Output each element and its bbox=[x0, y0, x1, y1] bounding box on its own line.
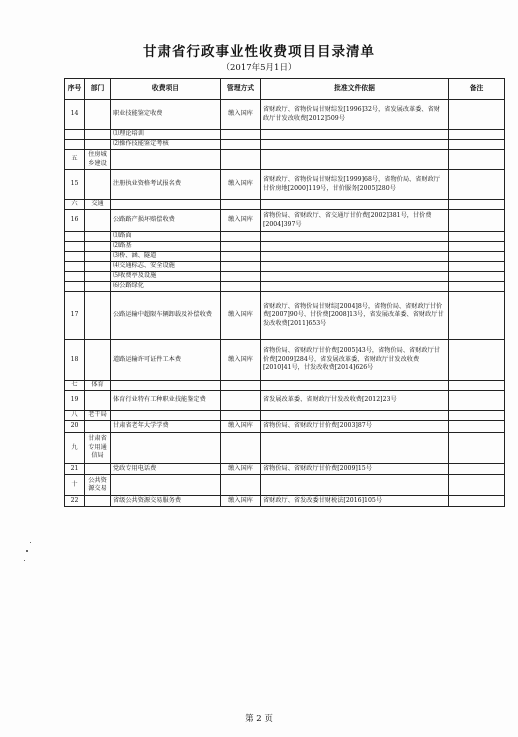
cell-no: 十 bbox=[65, 475, 85, 496]
cell-basis bbox=[261, 262, 449, 272]
cell-dept: 甘肃省专用通信局 bbox=[85, 433, 111, 464]
table-row bbox=[65, 391, 505, 411]
cell-mgmt bbox=[221, 140, 261, 150]
cell-mgmt bbox=[221, 282, 261, 292]
cell-no: 19 bbox=[65, 391, 85, 411]
cell-no: 18 bbox=[65, 340, 85, 381]
table-row bbox=[65, 340, 505, 381]
cell-item: 甘肃省老年大学学费 bbox=[111, 421, 221, 433]
cell-mgmt bbox=[221, 411, 261, 421]
cell-mgmt bbox=[221, 475, 261, 496]
page-number: 第 2 页 bbox=[245, 714, 273, 724]
cell-item: ⑷交通标志、安全设施 bbox=[111, 262, 221, 272]
cell-dept bbox=[85, 252, 111, 262]
cell-mgmt bbox=[221, 232, 261, 242]
table-row bbox=[65, 252, 505, 262]
cell-no bbox=[65, 232, 85, 242]
header-item: 收费项目 bbox=[111, 79, 221, 100]
table-header-row bbox=[65, 79, 505, 100]
cell-dept bbox=[85, 170, 111, 200]
cell-note bbox=[449, 200, 505, 210]
cell-no bbox=[65, 282, 85, 292]
cell-item bbox=[111, 200, 221, 210]
cell-dept bbox=[85, 232, 111, 242]
cell-mgmt bbox=[221, 381, 261, 391]
cell-mgmt bbox=[221, 433, 261, 464]
document-title: 甘肃省行政事业性收费项目目录清单 bbox=[143, 44, 375, 60]
cell-item: ⑹公路绿化 bbox=[111, 282, 221, 292]
header-no: 序号 bbox=[65, 79, 85, 100]
cell-basis: 省财政厅、省物价局甘财综发[1996]32号，省发展改革委、省财政厅甘发改收费[2012]509号 bbox=[261, 100, 449, 130]
table-row bbox=[65, 272, 505, 282]
cell-note bbox=[449, 421, 505, 433]
table-row bbox=[65, 200, 505, 210]
cell-mgmt bbox=[221, 262, 261, 272]
cell-item: ⑵路基 bbox=[111, 242, 221, 252]
cell-basis bbox=[261, 140, 449, 150]
cell-basis bbox=[261, 475, 449, 496]
cell-note bbox=[449, 282, 505, 292]
cell-item: 党政专用电话费 bbox=[111, 464, 221, 475]
cell-basis bbox=[261, 232, 449, 242]
cell-item: 注册执业资格考试报名费 bbox=[111, 170, 221, 200]
cell-no: 14 bbox=[65, 100, 85, 130]
table-row bbox=[65, 433, 505, 464]
cell-mgmt bbox=[221, 242, 261, 252]
table-row bbox=[65, 150, 505, 170]
cell-item: ⑴路面 bbox=[111, 232, 221, 242]
cell-mgmt: 缴入国库 bbox=[221, 464, 261, 475]
cell-note bbox=[449, 464, 505, 475]
cell-dept bbox=[85, 140, 111, 150]
cell-no: 七 bbox=[65, 381, 85, 391]
cell-item: ⑴理论培训 bbox=[111, 130, 221, 140]
table-row bbox=[65, 282, 505, 292]
table-row bbox=[65, 262, 505, 272]
cell-no: 六 bbox=[65, 200, 85, 210]
cell-no: 21 bbox=[65, 464, 85, 475]
table-row bbox=[65, 464, 505, 475]
scan-speck bbox=[30, 542, 31, 543]
cell-dept bbox=[85, 210, 111, 232]
cell-basis: 省财政厅、省物价局甘财综发[1999]68号，省物价局、省财政厅甘价房地[2000]119号，甘价服务[2005]280号 bbox=[261, 170, 449, 200]
cell-no bbox=[65, 262, 85, 272]
cell-basis bbox=[261, 130, 449, 140]
cell-mgmt: 缴入国库 bbox=[221, 100, 261, 130]
cell-no bbox=[65, 272, 85, 282]
table-row bbox=[65, 411, 505, 421]
cell-mgmt: 缴入国库 bbox=[221, 292, 261, 340]
cell-basis: 省物价局、省财政厅、省交通厅甘价费[2002]381号，甘价费[2004]397号 bbox=[261, 210, 449, 232]
header-note: 备注 bbox=[449, 79, 505, 100]
cell-item: 省级公共资源交易服务费 bbox=[111, 496, 221, 507]
fee-table bbox=[64, 78, 505, 507]
table-row bbox=[65, 421, 505, 433]
cell-item: ⑸收费亭及设施 bbox=[111, 272, 221, 282]
table-row bbox=[65, 232, 505, 242]
cell-mgmt: 缴入国库 bbox=[221, 496, 261, 507]
header-basis: 批准文件依据 bbox=[261, 79, 449, 100]
header-mgmt: 管理方式 bbox=[221, 79, 261, 100]
cell-note bbox=[449, 170, 505, 200]
cell-dept bbox=[85, 130, 111, 140]
cell-item bbox=[111, 433, 221, 464]
cell-basis bbox=[261, 150, 449, 170]
cell-mgmt: 缴入国库 bbox=[221, 170, 261, 200]
cell-note bbox=[449, 340, 505, 381]
cell-item: 公路路产损坏赔偿收费 bbox=[111, 210, 221, 232]
cell-dept bbox=[85, 496, 111, 507]
cell-basis bbox=[261, 411, 449, 421]
cell-basis: 省财政厅、省发改委甘财税法[2016]105号 bbox=[261, 496, 449, 507]
cell-note bbox=[449, 262, 505, 272]
cell-basis: 省物价局、省财政厅甘价费[2003]87号 bbox=[261, 421, 449, 433]
table-row bbox=[65, 381, 505, 391]
cell-no: 15 bbox=[65, 170, 85, 200]
cell-note bbox=[449, 150, 505, 170]
cell-note bbox=[449, 252, 505, 262]
cell-basis bbox=[261, 272, 449, 282]
table-row bbox=[65, 292, 505, 340]
cell-note bbox=[449, 381, 505, 391]
scan-speck bbox=[26, 550, 28, 552]
cell-item: ⑶桥、涵、隧道 bbox=[111, 252, 221, 262]
cell-basis bbox=[261, 433, 449, 464]
cell-dept: 体育 bbox=[85, 381, 111, 391]
cell-item: 体育行业特有工种职业技能鉴定费 bbox=[111, 391, 221, 411]
cell-dept: 交通 bbox=[85, 200, 111, 210]
table-row bbox=[65, 496, 505, 507]
cell-item bbox=[111, 411, 221, 421]
scan-speck bbox=[24, 560, 25, 561]
cell-note bbox=[449, 411, 505, 421]
table-row bbox=[65, 170, 505, 200]
cell-no: 16 bbox=[65, 210, 85, 232]
cell-dept bbox=[85, 421, 111, 433]
header-dept: 部门 bbox=[85, 79, 111, 100]
table-row bbox=[65, 130, 505, 140]
cell-basis bbox=[261, 252, 449, 262]
cell-basis bbox=[261, 282, 449, 292]
cell-item bbox=[111, 150, 221, 170]
cell-basis: 省物价局、省财政厅甘价费[2005]43号，省物价局、省财政厅甘价费[2009]284号，省发展改革委、省财政厅甘发改收费[2010]41号，甘发改收费[2014]626号 bbox=[261, 340, 449, 381]
cell-note bbox=[449, 272, 505, 282]
cell-mgmt bbox=[221, 252, 261, 262]
cell-mgmt bbox=[221, 130, 261, 140]
cell-no: 九 bbox=[65, 433, 85, 464]
cell-basis: 省发展改革委、省财政厅甘发改收费[2012]23号 bbox=[261, 391, 449, 411]
cell-dept bbox=[85, 272, 111, 282]
cell-mgmt bbox=[221, 391, 261, 411]
cell-note bbox=[449, 496, 505, 507]
cell-no bbox=[65, 252, 85, 262]
table-row bbox=[65, 100, 505, 130]
cell-no bbox=[65, 242, 85, 252]
cell-dept bbox=[85, 340, 111, 381]
cell-item: 职业技能鉴定收费 bbox=[111, 100, 221, 130]
table-row bbox=[65, 475, 505, 496]
cell-note bbox=[449, 242, 505, 252]
cell-basis bbox=[261, 242, 449, 252]
cell-dept bbox=[85, 292, 111, 340]
cell-mgmt bbox=[221, 200, 261, 210]
cell-dept bbox=[85, 242, 111, 252]
cell-dept: 公共资源交易 bbox=[85, 475, 111, 496]
cell-no: 五 bbox=[65, 150, 85, 170]
cell-note bbox=[449, 475, 505, 496]
cell-dept: 老干局 bbox=[85, 411, 111, 421]
table-row bbox=[65, 210, 505, 232]
cell-basis: 省物价局、省财政厅甘价费[2009]15号 bbox=[261, 464, 449, 475]
cell-note bbox=[449, 100, 505, 130]
cell-item: ⑵操作技能鉴定考核 bbox=[111, 140, 221, 150]
cell-no bbox=[65, 130, 85, 140]
cell-note bbox=[449, 210, 505, 232]
cell-basis bbox=[261, 381, 449, 391]
cell-basis: 省财政厅、省物价局甘财综[2004]8号，省物价局、省财政厅甘价费[2007]90号、甘价费[2008]13号，省发展改革委、省财政厅甘发改收费[2011]653号 bbox=[261, 292, 449, 340]
cell-dept bbox=[85, 464, 111, 475]
cell-note bbox=[449, 232, 505, 242]
table-row bbox=[65, 242, 505, 252]
cell-mgmt bbox=[221, 272, 261, 282]
cell-note bbox=[449, 130, 505, 140]
table-body bbox=[65, 100, 505, 507]
cell-dept bbox=[85, 100, 111, 130]
cell-item bbox=[111, 381, 221, 391]
cell-item bbox=[111, 475, 221, 496]
cell-mgmt: 缴入国库 bbox=[221, 340, 261, 381]
document-date: （2017年5月1日） bbox=[221, 63, 297, 73]
cell-item: 公路运输中超限车辆卸载及补偿收费 bbox=[111, 292, 221, 340]
cell-dept: 住房城乡建设 bbox=[85, 150, 111, 170]
cell-no bbox=[65, 140, 85, 150]
cell-dept bbox=[85, 262, 111, 272]
cell-note bbox=[449, 433, 505, 464]
cell-no: 八 bbox=[65, 411, 85, 421]
cell-item: 道路运输许可证件工本费 bbox=[111, 340, 221, 381]
cell-dept bbox=[85, 391, 111, 411]
table-row bbox=[65, 140, 505, 150]
cell-basis bbox=[261, 200, 449, 210]
cell-mgmt: 缴入国库 bbox=[221, 421, 261, 433]
cell-note bbox=[449, 391, 505, 411]
cell-dept bbox=[85, 282, 111, 292]
cell-no: 22 bbox=[65, 496, 85, 507]
cell-note bbox=[449, 140, 505, 150]
cell-no: 17 bbox=[65, 292, 85, 340]
cell-mgmt: 缴入国库 bbox=[221, 210, 261, 232]
cell-note bbox=[449, 292, 505, 340]
cell-no: 20 bbox=[65, 421, 85, 433]
cell-mgmt bbox=[221, 150, 261, 170]
